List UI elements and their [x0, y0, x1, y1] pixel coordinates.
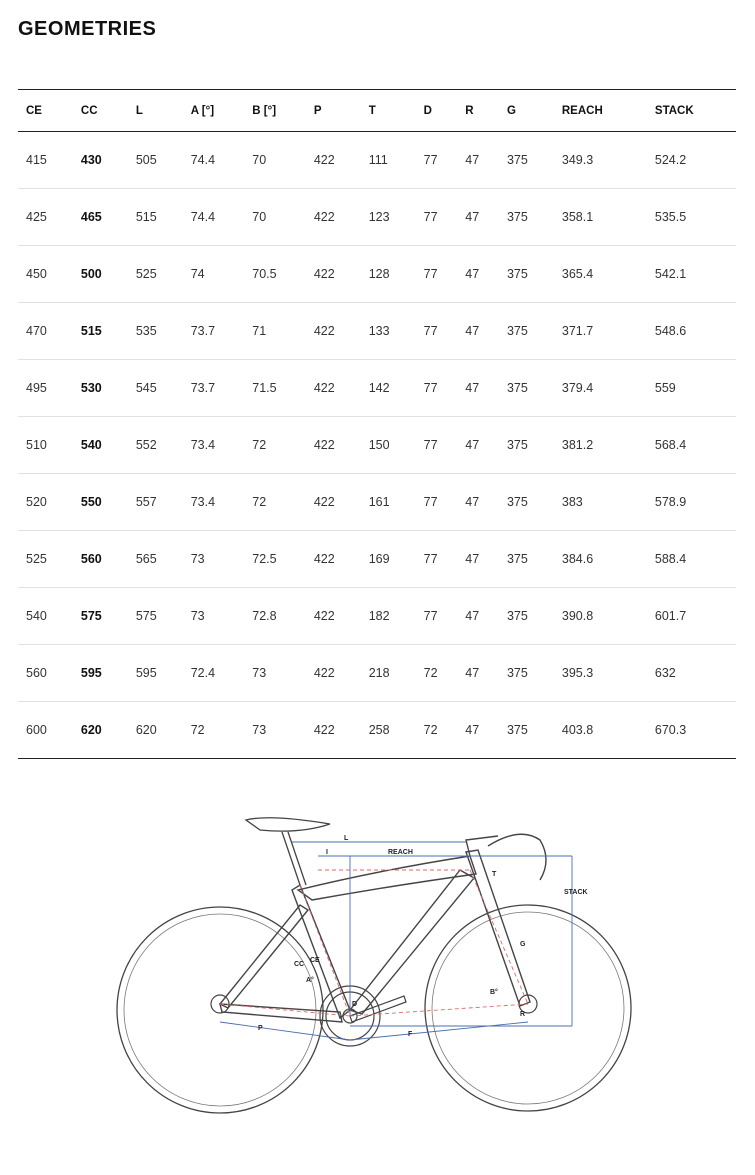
table-cell: 535 — [128, 303, 183, 360]
table-cell: 422 — [306, 303, 361, 360]
table-cell: 123 — [361, 189, 416, 246]
table-cell: 422 — [306, 360, 361, 417]
table-cell: 548.6 — [647, 303, 736, 360]
table-row — [18, 360, 736, 417]
table-cell: 150 — [361, 417, 416, 474]
table-cell: 72 — [244, 474, 306, 531]
table-cell: 450 — [18, 246, 73, 303]
table-cell: 77 — [416, 132, 458, 189]
table-cell: 403.8 — [554, 702, 647, 759]
geometry-table — [18, 89, 736, 759]
table-row — [18, 303, 736, 360]
column-header: REACH — [554, 90, 647, 132]
table-cell: 47 — [457, 132, 499, 189]
table-cell: 535.5 — [647, 189, 736, 246]
table-cell: 422 — [306, 132, 361, 189]
table-cell: 395.3 — [554, 645, 647, 702]
table-cell: 77 — [416, 417, 458, 474]
label-t: T — [492, 871, 497, 878]
label-b: B° — [490, 989, 498, 996]
label-cc: CC — [294, 961, 305, 968]
table-cell: 375 — [499, 702, 554, 759]
table-cell: 71 — [244, 303, 306, 360]
table-cell: 578.9 — [647, 474, 736, 531]
table-cell: 422 — [306, 702, 361, 759]
label-f: F — [408, 1031, 413, 1038]
table-cell: 565 — [128, 531, 183, 588]
table-cell: 71.5 — [244, 360, 306, 417]
table-cell: 470 — [18, 303, 73, 360]
table-cell: 73 — [244, 645, 306, 702]
table-cell: 358.1 — [554, 189, 647, 246]
table-cell: 111 — [361, 132, 416, 189]
table-cell: 73 — [183, 531, 245, 588]
column-header: D — [416, 90, 458, 132]
table-cell: 77 — [416, 189, 458, 246]
table-cell: 632 — [647, 645, 736, 702]
table-cell: 128 — [361, 246, 416, 303]
table-cell: 525 — [18, 531, 73, 588]
table-cell: 182 — [361, 588, 416, 645]
table-cell: 465 — [73, 189, 128, 246]
table-cell: 568.4 — [647, 417, 736, 474]
table-cell: 390.8 — [554, 588, 647, 645]
table-cell: 72 — [416, 702, 458, 759]
table-cell: 77 — [416, 303, 458, 360]
table-row — [18, 531, 736, 588]
table-cell: 73 — [183, 588, 245, 645]
table-cell: 375 — [499, 189, 554, 246]
table-cell: 47 — [457, 588, 499, 645]
table-cell: 375 — [499, 360, 554, 417]
table-row — [18, 246, 736, 303]
table-cell: 258 — [361, 702, 416, 759]
table-cell: 47 — [457, 303, 499, 360]
column-header: L — [128, 90, 183, 132]
table-cell: 670.3 — [647, 702, 736, 759]
table-cell: 77 — [416, 360, 458, 417]
label-g: G — [520, 941, 526, 948]
table-cell: 422 — [306, 588, 361, 645]
table-cell: 500 — [73, 246, 128, 303]
table-row — [18, 189, 736, 246]
table-header-row — [18, 90, 736, 132]
front-wheel — [425, 905, 631, 1111]
table-cell: 557 — [128, 474, 183, 531]
rear-wheel — [117, 907, 323, 1113]
table-row — [18, 132, 736, 189]
table-cell: 515 — [73, 303, 128, 360]
label-i: I — [326, 849, 328, 856]
table-cell: 73.4 — [183, 474, 245, 531]
table-cell: 515 — [128, 189, 183, 246]
label-d: D — [352, 1001, 358, 1008]
table-cell: 375 — [499, 474, 554, 531]
table-cell: 47 — [457, 360, 499, 417]
table-cell: 77 — [416, 531, 458, 588]
column-header: R — [457, 90, 499, 132]
table-cell: 575 — [73, 588, 128, 645]
table-row — [18, 645, 736, 702]
table-cell: 545 — [128, 360, 183, 417]
table-cell: 142 — [361, 360, 416, 417]
crankset — [320, 986, 406, 1046]
table-cell: 505 — [128, 132, 183, 189]
table-cell: 47 — [457, 189, 499, 246]
table-cell: 371.7 — [554, 303, 647, 360]
table-cell: 495 — [18, 360, 73, 417]
table-cell: 72 — [416, 645, 458, 702]
table-cell: 72.8 — [244, 588, 306, 645]
table-cell: 375 — [499, 588, 554, 645]
table-cell: 422 — [306, 417, 361, 474]
table-cell: 47 — [457, 531, 499, 588]
table-cell: 161 — [361, 474, 416, 531]
table-cell: 575 — [128, 588, 183, 645]
table-cell: 77 — [416, 588, 458, 645]
table-cell: 375 — [499, 645, 554, 702]
table-cell: 72.4 — [183, 645, 245, 702]
table-cell: 375 — [499, 303, 554, 360]
table-cell: 588.4 — [647, 531, 736, 588]
table-cell: 379.4 — [554, 360, 647, 417]
table-cell: 218 — [361, 645, 416, 702]
table-cell: 72 — [183, 702, 245, 759]
table-cell: 74 — [183, 246, 245, 303]
table-cell: 422 — [306, 474, 361, 531]
page-title: GEOMETRIES — [18, 18, 157, 40]
column-header: G — [499, 90, 554, 132]
table-cell: 620 — [128, 702, 183, 759]
table-cell: 70 — [244, 189, 306, 246]
table-cell: 595 — [128, 645, 183, 702]
table-cell: 72.5 — [244, 531, 306, 588]
table-row — [18, 474, 736, 531]
label-ce: CE — [310, 957, 320, 964]
table-cell: 77 — [416, 474, 458, 531]
table-cell: 595 — [73, 645, 128, 702]
saddle — [246, 818, 330, 885]
table-cell: 73 — [244, 702, 306, 759]
column-header: B [°] — [244, 90, 306, 132]
table-cell: 520 — [18, 474, 73, 531]
table-row — [18, 417, 736, 474]
table-row — [18, 702, 736, 759]
table-cell: 560 — [73, 531, 128, 588]
table-cell: 600 — [18, 702, 73, 759]
table-cell: 169 — [361, 531, 416, 588]
column-header: STACK — [647, 90, 736, 132]
table-cell: 74.4 — [183, 132, 245, 189]
table-cell: 552 — [128, 417, 183, 474]
table-cell: 349.3 — [554, 132, 647, 189]
table-cell: 550 — [73, 474, 128, 531]
table-cell: 422 — [306, 246, 361, 303]
label-p: P — [258, 1025, 263, 1032]
table-cell: 73.7 — [183, 303, 245, 360]
table-cell: 540 — [18, 588, 73, 645]
column-header: T — [361, 90, 416, 132]
table-cell: 47 — [457, 645, 499, 702]
table-cell: 601.7 — [647, 588, 736, 645]
table-cell: 375 — [499, 417, 554, 474]
table-cell: 47 — [457, 474, 499, 531]
table-body — [18, 132, 736, 759]
table-cell: 375 — [499, 531, 554, 588]
table-cell: 384.6 — [554, 531, 647, 588]
table-cell: 422 — [306, 531, 361, 588]
table-cell: 47 — [457, 702, 499, 759]
column-header: P — [306, 90, 361, 132]
bike-geometry-diagram — [0, 790, 755, 1130]
label-a: A° — [306, 977, 314, 984]
table-cell: 73.7 — [183, 360, 245, 417]
table-row — [18, 588, 736, 645]
table-cell: 542.1 — [647, 246, 736, 303]
table-cell: 375 — [499, 246, 554, 303]
table-cell: 415 — [18, 132, 73, 189]
table-cell: 425 — [18, 189, 73, 246]
label-r: R — [520, 1011, 526, 1018]
front-wheel-rim — [432, 912, 624, 1104]
table-cell: 47 — [457, 417, 499, 474]
table-cell: 510 — [18, 417, 73, 474]
table-cell: 72 — [244, 417, 306, 474]
table-cell: 383 — [554, 474, 647, 531]
label-reach: REACH — [388, 849, 413, 856]
label-stack: STACK — [564, 889, 588, 896]
table-cell: 74.4 — [183, 189, 245, 246]
table-cell: 70.5 — [244, 246, 306, 303]
column-header: A [°] — [183, 90, 245, 132]
rear-wheel-rim — [124, 914, 316, 1106]
column-header: CE — [18, 90, 73, 132]
table-cell: 524.2 — [647, 132, 736, 189]
table-cell: 70 — [244, 132, 306, 189]
table-cell: 620 — [73, 702, 128, 759]
table-cell: 133 — [361, 303, 416, 360]
table-cell: 422 — [306, 189, 361, 246]
table-cell: 560 — [18, 645, 73, 702]
table-cell: 422 — [306, 645, 361, 702]
table-cell: 375 — [499, 132, 554, 189]
table-cell: 381.2 — [554, 417, 647, 474]
column-header: CC — [73, 90, 128, 132]
table-cell: 540 — [73, 417, 128, 474]
table-cell: 525 — [128, 246, 183, 303]
table-cell: 430 — [73, 132, 128, 189]
label-l: L — [344, 835, 349, 842]
table-cell: 73.4 — [183, 417, 245, 474]
table-cell: 365.4 — [554, 246, 647, 303]
table-cell: 559 — [647, 360, 736, 417]
table-cell: 47 — [457, 246, 499, 303]
table-cell: 530 — [73, 360, 128, 417]
table-cell: 77 — [416, 246, 458, 303]
